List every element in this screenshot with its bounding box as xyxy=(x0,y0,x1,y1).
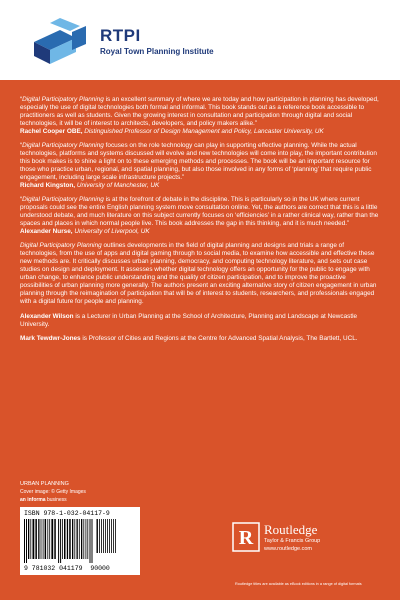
cube-logo-icon xyxy=(30,14,90,66)
barcode-bar xyxy=(99,519,100,553)
publisher-group: Taylor & Francis Group xyxy=(264,538,321,544)
barcode-bar xyxy=(28,519,29,559)
barcode-bar xyxy=(26,519,27,563)
author-bio-text: is a Lecturer in Urban Planning at the School of Architecture, Planning and Landscape at Newcastle University. xyxy=(20,313,358,328)
rtpi-subtitle: Royal Town Planning Institute xyxy=(100,47,214,56)
barcode-bar xyxy=(74,519,75,559)
quote-attribution xyxy=(20,228,380,236)
quote-attribution xyxy=(20,128,380,136)
barcode-bar xyxy=(35,519,37,559)
barcode-bar xyxy=(62,519,63,559)
subject-category: URBAN PLANNING xyxy=(20,481,69,487)
barcode-bar xyxy=(92,519,93,563)
description-body: outlines developments in the field of digital planning and designs and trials a range of technologies, from the use of apps and digital gaming through to social media, to examine how accessible and effective these new methods are. It critically discusses urban planning, democracy, and computing technology literature, and sets out case studies on design and deployment. It assesses whether digital technology offers an opportunity for the public to engage with urban change, to enhance public understanding and the quality of citizen participation, and to improve the proactive possibilities of urban planning more generally. The authors present an exciting alternative story of citizen engagement in urban planning through the reimagination of participation that will be of interest to students, researchers, and professionals engaged with a digital future for people and planning. xyxy=(20,242,377,305)
barcode-bar xyxy=(43,519,44,559)
quote-block xyxy=(20,196,380,236)
quote-author: Alexander Nurse, xyxy=(20,228,73,235)
barcode-bar xyxy=(103,519,104,553)
barcode-bar xyxy=(60,519,61,563)
barcode-bar xyxy=(113,519,114,553)
barcode-digits xyxy=(24,565,110,572)
quote-body: is an excellent summary of where we are today and how participation in planning has developed, especially the use of digital technologies both formal and informal. This book stands out as a reference book accessible to practitioners as well as students. Given the growing interest in consultation and participation through digital and social technologies, it will be of interest to architects, developers, and policy makers alike.” xyxy=(20,96,379,127)
quote-body: is at the forefront of debate in the discipline. This is particularly so in the UK where current proposals could see the entire English planning system move consultation online. Yet, the authors are correct that this is a little understood debate, and much literature on this subject currently focuses on ‘efficiencies’ in a rather clinical way, rather than the spaces and places in which normal people live. This book addresses the gap in this thinking, and it is much needed.” xyxy=(20,196,379,227)
quote-book-title: Digital Participatory Planning xyxy=(22,196,104,203)
barcode-bar xyxy=(79,519,80,559)
quote-block xyxy=(20,96,380,136)
barcode-bar xyxy=(97,519,98,553)
barcode-bar xyxy=(64,519,66,559)
barcode-bar xyxy=(72,519,73,559)
header-band xyxy=(0,0,400,80)
barcode-bar xyxy=(30,519,31,559)
informa-rest: business xyxy=(45,497,67,503)
isbn-barcode xyxy=(20,507,140,575)
barcode-bar xyxy=(107,519,108,553)
author-bio-text: is Professor of Cities and Regions at the Centre for Advanced Spatial Analysis, The Bartlett, UCL. xyxy=(80,335,358,342)
quote-author: Richard Kingston, xyxy=(20,182,76,189)
quote-affiliation: University of Manchester, UK xyxy=(75,182,160,189)
quote-body: focuses on the role technology can play in supporting effective planning. While the actual technologies, platforms and systems discussed will evolve and new technologies will come into play, the important contribution this book makes is to shine a light on to these emerging methods and processes. The book will be an important resource for those who practice urban, regional, and spatial planning, but also those involved in any forms of ‘planning’ that require public engagement, including large scale infrastructure projects.” xyxy=(20,142,377,181)
barcode-bar xyxy=(49,519,50,559)
author-bio xyxy=(20,335,380,343)
quote-affiliation: Distinguished Professor of Design Management and Policy, Lancaster University, UK xyxy=(82,128,324,135)
barcode-bars xyxy=(24,519,136,563)
barcode-bar xyxy=(101,519,102,553)
quote-text: “Digital Participatory Planning is an excellent summary of where we are today and how participation in planning has developed, especially the use of digital technologies both formal and informal. This book stands out as a reference book accessible to practitioners as well as students. Given the growing interest in consultation and participation through digital and social technologies, it will be of interest to architects, developers, and policy makers alike.” xyxy=(20,96,379,127)
svg-text:R: R xyxy=(238,527,254,549)
barcode-bar xyxy=(81,519,82,559)
informa-tagline xyxy=(20,497,67,503)
barcode-bar xyxy=(87,519,88,559)
cover-image-credit: Cover image: © Getty Images xyxy=(20,489,86,495)
quote-book-title: Digital Participatory Planning xyxy=(22,142,104,149)
publisher-url: www.routledge.com xyxy=(264,546,312,552)
barcode-bar xyxy=(69,519,71,559)
ebook-note: Routledge titles are available as eBook editions in a range of digital formats xyxy=(235,582,362,586)
barcode-bar xyxy=(47,519,48,559)
barcode-bar xyxy=(24,519,25,563)
barcode-bar xyxy=(115,519,116,553)
ean-digits: 9 781032 041179 xyxy=(24,565,83,572)
cover-text xyxy=(20,96,380,349)
quote-affiliation: University of Liverpool, UK xyxy=(72,228,150,235)
barcode-bar xyxy=(33,519,35,559)
barcode-bar xyxy=(67,519,68,559)
isbn-number: ISBN 978-1-032-04117-9 xyxy=(24,510,110,517)
barcode-bar xyxy=(109,519,110,553)
author-name: Mark Tewdwr-Jones xyxy=(20,335,81,342)
barcode-bar xyxy=(111,519,112,553)
barcode-bar xyxy=(86,519,87,559)
author-bio xyxy=(20,313,380,329)
publisher-name: Routledge xyxy=(264,522,318,537)
barcode-bar xyxy=(51,519,53,559)
barcode-bar xyxy=(45,519,47,559)
quote-book-title: Digital Participatory Planning xyxy=(22,96,104,103)
rtpi-title: RTPI xyxy=(100,26,141,45)
quote-author: Rachel Cooper OBE, xyxy=(20,128,83,135)
routledge-r-icon xyxy=(232,522,260,552)
barcode-bar xyxy=(58,519,59,563)
barcode-bar xyxy=(77,519,78,559)
barcode-bar xyxy=(41,519,42,559)
barcode-bar xyxy=(83,519,84,559)
description-book-title: Digital Participatory Planning xyxy=(20,242,102,249)
barcode-bar xyxy=(54,519,56,559)
barcode-bar xyxy=(105,519,106,553)
quote-text: “Digital Participatory Planning focuses on the role technology can play in supporting effective planning. While the actual technologies, platforms and systems discussed will evolve and new technologies will come into play, the important contribution this book makes is to shine a light on to these emerging methods and processes. The book will be an important resource for those who practice urban, regional, and spatial planning, but also those involved in any forms of ‘planning’ that require public engagement, including large scale infrastructure projects.” xyxy=(20,142,377,181)
quote-attribution xyxy=(20,182,380,190)
book-description xyxy=(20,242,380,306)
quote-block xyxy=(20,142,380,190)
quote-text: “Digital Participatory Planning is at the forefront of debate in the discipline. This is particularly so in the UK where current proposals could see the entire English planning system move consultation online. Yet, the authors are correct that this is a little understood debate, and much literature on this subject currently focuses on ‘efficiencies’ in a rather clinical way, rather than the spaces and places in which normal people live. This book addresses the gap in this thinking, and it is much needed.” xyxy=(20,196,379,227)
informa-bold: an informa xyxy=(20,497,46,503)
barcode-bar xyxy=(90,519,91,563)
price-addon: 90000 xyxy=(90,565,110,572)
barcode-bar xyxy=(38,519,39,559)
author-name: Alexander Wilson xyxy=(20,313,74,320)
